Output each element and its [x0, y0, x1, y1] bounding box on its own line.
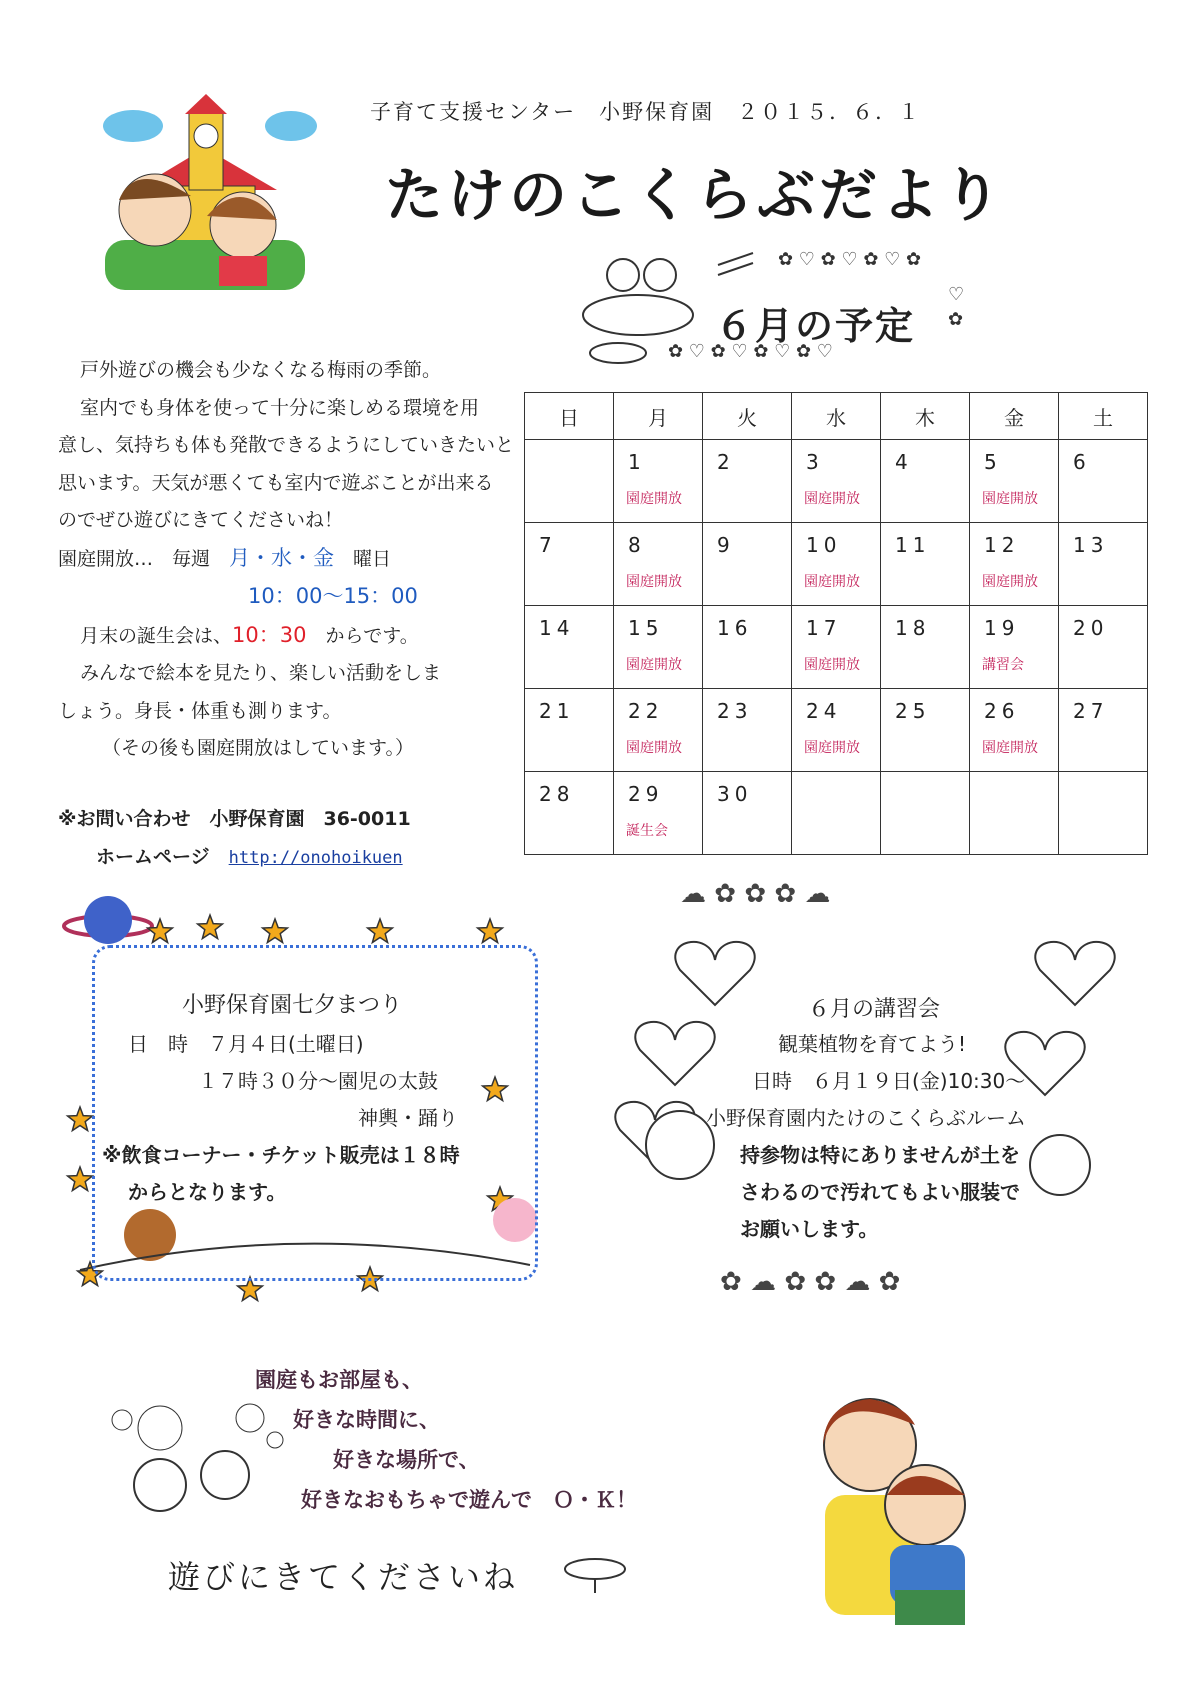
day-number: 3	[806, 450, 824, 474]
closing-message: 遊びにきてくださいね	[168, 1558, 519, 1596]
day-event: 園庭開放	[626, 574, 682, 590]
ok-line: 好きな場所で、	[333, 1448, 480, 1472]
svg-text:✿: ✿	[948, 309, 964, 330]
calendar-day-cell	[614, 606, 703, 689]
calendar-day-cell	[525, 772, 614, 855]
weekday-header: 土	[1059, 393, 1148, 440]
garden-open-time: 10：00～15：00	[248, 584, 418, 608]
calendar-day-cell	[614, 772, 703, 855]
calendar-day-cell	[881, 606, 970, 689]
star-icon	[68, 1167, 93, 1191]
mother-child-illustration	[795, 1385, 995, 1630]
day-event: 園庭開放	[804, 574, 860, 590]
day-number: 15	[628, 616, 664, 640]
svg-text:✿ ☁ ✿ ✿ ☁ ✿: ✿ ☁ ✿ ✿ ☁ ✿	[720, 1267, 901, 1297]
intro-line: 意し、気持ちも体も発散できるようにしていきたいと	[58, 434, 515, 456]
intro-line: 室内でも身体を使って十分に楽しめる環境を用	[80, 396, 480, 419]
contact-label: ※お問い合わせ 小野保育園 36-0011	[58, 808, 411, 830]
day-number: 12	[984, 533, 1020, 557]
calendar-day-cell	[1059, 440, 1148, 523]
day-number: 29	[628, 782, 664, 806]
weekday-header: 水	[792, 393, 881, 440]
birthday-prefix: 月末の誕生会は、	[80, 624, 233, 647]
day-number: 13	[1073, 533, 1109, 557]
flower-doodle-icon	[560, 1555, 630, 1595]
calendar-day-cell	[614, 440, 703, 523]
star-icon	[198, 915, 223, 939]
homepage-line	[58, 838, 411, 877]
intro-text	[58, 352, 528, 768]
calendar-day-cell	[525, 606, 614, 689]
svg-text:♡: ♡	[948, 284, 965, 305]
garden-open-days: 月・水・金	[229, 545, 335, 570]
day-number: 16	[717, 616, 753, 640]
intro-line: 思います。天気が悪くても室内で遊ぶことが出来る	[58, 471, 494, 494]
day-event: 園庭開放	[804, 740, 860, 756]
day-number: 22	[628, 699, 664, 723]
calendar-day-cell	[703, 440, 792, 523]
garden-open-time-line	[58, 578, 528, 617]
intro-line: しょう。身長・体重も測ります。	[58, 699, 342, 722]
birthday-time: 10：30	[232, 622, 307, 647]
calendar-week-row	[525, 606, 1148, 689]
calendar-day-cell	[1059, 523, 1148, 606]
star-icon	[263, 919, 288, 943]
schedule-title: ６月の予定	[715, 304, 916, 348]
organization-date: 子育て支援センター 小野保育園 ２０１５．６．１	[370, 100, 922, 124]
day-event: 園庭開放	[982, 740, 1038, 756]
ok-line: 好きな時間に、	[293, 1408, 440, 1432]
day-number: 6	[1073, 450, 1091, 474]
day-event: 園庭開放	[982, 491, 1038, 507]
day-number: 28	[539, 782, 575, 806]
calendar-day-cell	[703, 606, 792, 689]
day-event: 園庭開放	[982, 574, 1038, 590]
day-event: 園庭開放	[626, 657, 682, 673]
tanabata-line: からとなります。	[128, 1180, 287, 1204]
star-icon	[478, 919, 503, 943]
day-number: 21	[539, 699, 575, 723]
day-event: 園庭開放	[804, 657, 860, 673]
newsletter-title: たけのこくらぶだより	[385, 161, 1006, 229]
day-number: 2	[717, 450, 735, 474]
garden-open-suffix: 曜日	[353, 547, 392, 570]
weekday-header: 日	[525, 393, 614, 440]
day-number: 14	[539, 616, 575, 640]
tanabata-details	[102, 1026, 460, 1211]
weekday-header: 火	[703, 393, 792, 440]
day-number: 26	[984, 699, 1020, 723]
june-calendar	[524, 392, 1148, 855]
day-event: 誕生会	[626, 823, 668, 839]
day-number: 18	[895, 616, 931, 640]
day-event: 園庭開放	[626, 491, 682, 507]
calendar-day-cell	[792, 772, 881, 855]
school-children-illustration	[95, 90, 315, 300]
calendar-day-cell	[1059, 606, 1148, 689]
svg-text:✿ ♡ ✿ ♡ ✿ ♡ ✿: ✿ ♡ ✿ ♡ ✿ ♡ ✿	[778, 249, 922, 270]
star-icon	[68, 1107, 93, 1131]
calendar-day-cell	[881, 772, 970, 855]
tanabata-line: ※飲食コーナー・チケット販売は１８時	[102, 1143, 460, 1167]
garden-open-label: 園庭開放… 毎週	[58, 547, 211, 570]
calendar-day-cell	[881, 523, 970, 606]
calendar-day-cell	[970, 606, 1059, 689]
weekday-header-row	[525, 393, 1148, 440]
homepage-label: ホームページ	[96, 846, 210, 868]
contact-info	[58, 800, 411, 877]
calendar-day-cell	[792, 606, 881, 689]
day-number: 30	[717, 782, 753, 806]
lecture-line: 観葉植物を育てよう!	[778, 1032, 967, 1056]
day-number: 9	[717, 533, 735, 557]
intro-line: みんなで絵本を見たり、楽しい活動をしま	[80, 662, 442, 684]
day-number: 23	[717, 699, 753, 723]
day-number: 24	[806, 699, 842, 723]
lecture-title: ６月の講習会	[808, 997, 941, 1022]
day-number: 5	[984, 450, 1002, 474]
calendar-day-cell	[792, 440, 881, 523]
tanabata-line: 日 時 ７月４日(土曜日)	[128, 1032, 364, 1056]
day-number: 20	[1073, 616, 1109, 640]
calendar-day-cell	[525, 689, 614, 772]
calendar-day-cell	[525, 440, 614, 523]
calendar-day-cell	[792, 689, 881, 772]
lecture-line: さわるので汚れてもよい服装で	[740, 1180, 1020, 1204]
garden-open-line	[58, 540, 528, 579]
lecture-line: 持参物は特にありませんが土を	[740, 1143, 1020, 1167]
day-number: 7	[539, 533, 557, 557]
day-event: 園庭開放	[804, 491, 860, 507]
homepage-link[interactable]: http://onohoikuen	[228, 848, 403, 868]
calendar-day-cell	[792, 523, 881, 606]
svg-text:✿ ♡ ✿ ♡ ✿ ♡ ✿ ♡: ✿ ♡ ✿ ♡ ✿ ♡ ✿ ♡	[668, 341, 833, 362]
tanabata-title: 小野保育園七夕まつり	[182, 993, 403, 1018]
weekday-header: 月	[614, 393, 703, 440]
calendar-day-cell	[970, 440, 1059, 523]
lecture-line: お願いします。	[740, 1217, 879, 1241]
birthday-line	[58, 617, 528, 656]
calendar-day-cell	[970, 523, 1059, 606]
day-number: 19	[984, 616, 1020, 640]
calendar-week-row	[525, 440, 1148, 523]
intro-line: （その後も園庭開放はしています。）	[102, 737, 414, 759]
day-number: 11	[895, 533, 931, 557]
calendar-day-cell	[970, 689, 1059, 772]
star-icon	[368, 919, 393, 943]
calendar-week-row	[525, 772, 1148, 855]
calendar-week-row	[525, 689, 1148, 772]
svg-text:☁ ✿ ✿ ✿ ☁: ☁ ✿ ✿ ✿ ☁	[680, 879, 831, 909]
calendar-week-row	[525, 523, 1148, 606]
birthday-suffix: からです。	[325, 624, 419, 647]
calendar-day-cell	[525, 523, 614, 606]
day-event: 園庭開放	[626, 740, 682, 756]
calendar-day-cell	[614, 689, 703, 772]
weekday-header: 金	[970, 393, 1059, 440]
day-event: 講習会	[982, 657, 1024, 673]
intro-line: のでぜひ遊びにきてくださいね！	[58, 509, 344, 531]
ok-message	[255, 1360, 637, 1520]
lecture-line: 日時 ６月１９日(金)10:30～	[752, 1069, 1026, 1093]
day-number: 4	[895, 450, 913, 474]
day-number: 8	[628, 533, 646, 557]
day-number: 10	[806, 533, 842, 557]
tanabata-line: 神輿・踊り	[358, 1106, 458, 1130]
calendar-day-cell	[881, 440, 970, 523]
calendar-day-cell	[1059, 772, 1148, 855]
calendar-day-cell	[703, 689, 792, 772]
day-number: 27	[1073, 699, 1109, 723]
lecture-line: 小野保育園内たけのこくらぶルーム	[706, 1106, 1026, 1130]
calendar-body	[525, 440, 1148, 855]
calendar-day-cell	[881, 689, 970, 772]
calendar-day-cell	[703, 523, 792, 606]
calendar-day-cell	[614, 523, 703, 606]
day-number: 1	[628, 450, 646, 474]
calendar-day-cell	[703, 772, 792, 855]
ok-line: 園庭もお部屋も、	[255, 1368, 423, 1392]
ok-line: 好きなおもちゃで遊んで Ｏ・Ｋ！	[301, 1488, 637, 1512]
tanabata-line: １７時３０分～園児の太鼓	[198, 1069, 438, 1093]
day-number: 17	[806, 616, 842, 640]
calendar-day-cell	[1059, 689, 1148, 772]
lecture-details	[706, 1026, 1026, 1248]
calendar-day-cell	[970, 772, 1059, 855]
day-number: 25	[895, 699, 931, 723]
weekday-header: 木	[881, 393, 970, 440]
intro-line: 戸外遊びの機会も少なくなる梅雨の季節。	[80, 359, 442, 381]
